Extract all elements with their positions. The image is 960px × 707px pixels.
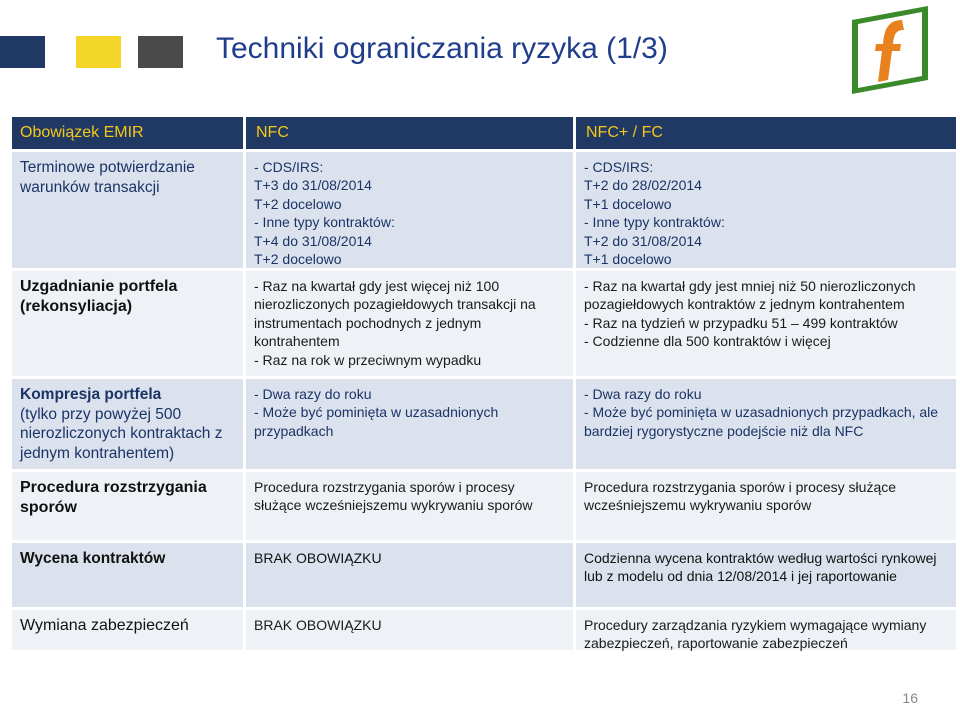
cell-nfc-reconciliation: - Raz na kwartał gdy jest więcej niż 100 nierozliczonych pozagiełdowych transakcji na instrumentach pochodnych z jednym kontrahentem - Raz na rok w przeciwnym wypadku [246, 271, 576, 376]
row-label-compression-title: Kompresja portfela [20, 386, 162, 403]
row-label-collateral: Wymiana zabezpieczeń [12, 610, 246, 650]
header-nfc: NFC [246, 117, 576, 149]
cell-fc-valuation: Codzienna wycena kontraktów według wartości rynkowej lub z modelu od dnia 12/08/2014 i jej raportowanie [576, 543, 956, 607]
cell-fc-confirmation: - CDS/IRS: T+2 do 28/02/2014 T+1 docelowo - Inne typy kontraktów: T+2 do 31/08/2014 T+1 docelowo [576, 152, 956, 268]
row-label-compression [12, 379, 246, 469]
header-obligation: Obowiązek EMIR [12, 117, 246, 149]
row-label-reconciliation: Uzgadnianie portfela (rekonsyliacja) [12, 271, 246, 376]
cell-nfc-dispute: Procedura rozstrzygania sporów i procesy służące wcześniejszemu wykrywaniu sporów [246, 472, 576, 540]
cell-fc-compression: - Dwa razy do roku - Może być pominięta w uzasadnionych przypadkach, ale bardziej rygorystyczne podejście niż dla NFC [576, 379, 956, 469]
row-label-valuation: Wycena kontraktów [12, 543, 246, 607]
decor-square-gray [138, 36, 183, 68]
decor-square-navy [0, 36, 45, 68]
cell-nfc-confirmation: - CDS/IRS: T+3 do 31/08/2014 T+2 docelowo - Inne typy kontraktów: T+4 do 31/08/2014 T+2 docelowo [246, 152, 576, 268]
page-number: 16 [902, 690, 918, 706]
emir-table [12, 117, 956, 650]
decor-square-yellow [76, 36, 121, 68]
row-label-compression-note: (tylko przy powyżej 500 nierozliczonych kontraktach z jednym kontrahentem) [20, 405, 223, 462]
cell-nfc-compression: - Dwa razy do roku - Może być pominięta w uzasadnionych przypadkach [246, 379, 576, 469]
cell-nfc-collateral: BRAK OBOWIĄZKU [246, 610, 576, 650]
company-logo-icon [850, 6, 930, 94]
cell-nfc-valuation: BRAK OBOWIĄZKU [246, 543, 576, 607]
header-nfc-plus-fc: NFC+ / FC [576, 117, 956, 149]
slide-title: Techniki ograniczania ryzyka (1/3) [216, 32, 668, 65]
row-label-dispute: Procedura rozstrzygania sporów [12, 472, 246, 540]
cell-fc-dispute: Procedura rozstrzygania sporów i procesy służące wcześniejszemu wykrywaniu sporów [576, 472, 956, 540]
row-label-confirmation: Terminowe potwierdzanie warunków transakcji [12, 152, 246, 268]
cell-fc-collateral: Procedury zarządzania ryzykiem wymagające wymiany zabezpieczeń, raportowanie zabezpieczeń [576, 610, 956, 650]
cell-fc-reconciliation: - Raz na kwartał gdy jest mniej niż 50 nierozliczonych pozagiełdowych kontraktów z jednym kontrahentem - Raz na tydzień w przypadku 51 – 499 kontraktów - Codzienne dla 500 kontraktów i więcej [576, 271, 956, 376]
